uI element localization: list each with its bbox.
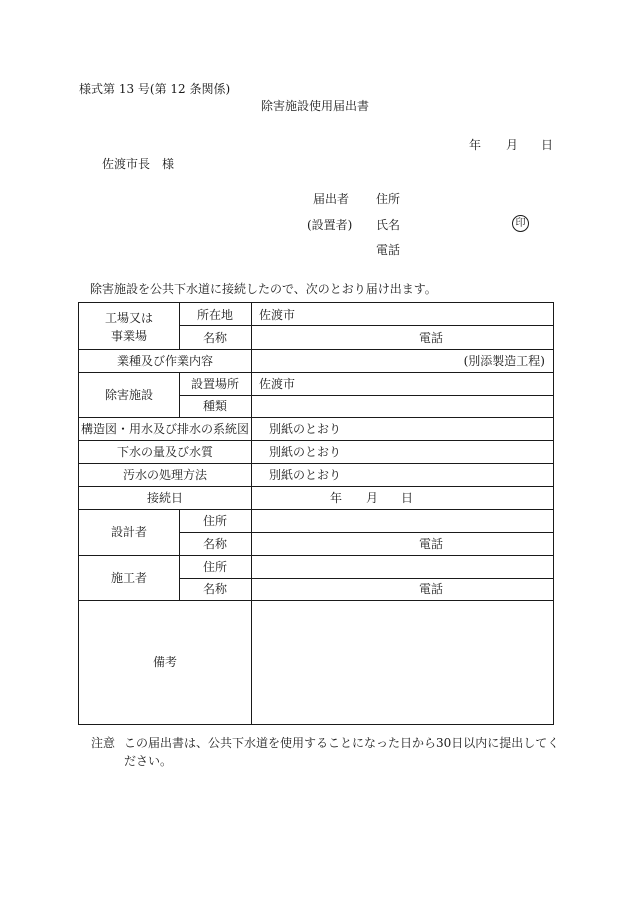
- table-rule: [79, 509, 553, 510]
- designer-address-label: 住所: [202, 514, 228, 528]
- location-value: 佐渡市: [259, 308, 296, 322]
- connect-date-label: 接続日: [146, 491, 184, 505]
- quantity-label: 下水の量及び水質: [116, 445, 214, 459]
- document-title: 除害施設使用届出書: [260, 99, 369, 113]
- addressee: 佐渡市長 様: [102, 157, 175, 171]
- table-rule: [179, 578, 553, 579]
- designer-label: 設計者: [110, 525, 148, 539]
- table-rule: [79, 463, 553, 464]
- date-day-label: 日: [541, 138, 554, 152]
- designer-phone-label: 電話: [419, 537, 444, 551]
- business-value: (別添製造工程): [463, 354, 545, 368]
- table-rule: [179, 532, 553, 533]
- table-rule: [251, 349, 252, 372]
- applicant-role-label: (設置者): [307, 218, 353, 232]
- builder-address-label: 住所: [202, 560, 228, 574]
- location-label: 所在地: [196, 308, 234, 322]
- structure-value: 別紙のとおり: [269, 422, 342, 436]
- table-rule: [251, 417, 252, 509]
- remarks-label: 備考: [152, 655, 178, 669]
- structure-label: 構造図・用水及び排水の系統図: [80, 422, 250, 436]
- factory-name-label: 名称: [202, 331, 228, 345]
- table-rule: [79, 349, 553, 350]
- table-rule: [79, 417, 553, 418]
- table-rule: [179, 303, 180, 349]
- seal-icon: 印: [512, 215, 529, 232]
- facility-label: 除害施設: [104, 388, 154, 402]
- factory-phone-label: 電話: [419, 331, 444, 345]
- table-rule: [251, 372, 252, 417]
- table-rule: [179, 395, 553, 396]
- table-rule: [79, 372, 553, 373]
- note-text-line1: この届出書は、公共下水道を使用することになった日から30日以内に提出してく: [124, 736, 560, 750]
- table-rule: [179, 325, 553, 326]
- connect-year-label: 年: [330, 491, 343, 505]
- table-rule: [179, 372, 180, 417]
- table-rule: [251, 600, 252, 724]
- applicant-phone-label: 電話: [376, 243, 401, 257]
- install-place-value: 佐渡市: [259, 377, 296, 391]
- date-month-label: 月: [506, 138, 519, 152]
- factory-label-line2: 事業場: [110, 329, 148, 343]
- builder-name-label: 名称: [202, 582, 228, 596]
- install-place-label: 設置場所: [190, 377, 240, 391]
- applicant-label: 届出者: [313, 192, 350, 206]
- builder-phone-label: 電話: [419, 582, 444, 596]
- treatment-value: 別紙のとおり: [269, 468, 342, 482]
- intro-text: 除害施設を公共下水道に接続したので、次のとおり届け出ます。: [90, 282, 437, 296]
- table-rule: [79, 555, 553, 556]
- table-rule: [251, 509, 252, 600]
- applicant-address-label: 住所: [376, 192, 401, 206]
- connect-month-label: 月: [366, 491, 379, 505]
- form-number: 様式第 13 号(第 12 条関係): [79, 82, 231, 96]
- business-label: 業種及び作業内容: [116, 354, 214, 368]
- date-year-label: 年: [469, 138, 482, 152]
- note-text-line2: ださい。: [124, 754, 173, 768]
- factory-label-line1: 工場又は: [104, 311, 154, 325]
- table-rule: [79, 440, 553, 441]
- quantity-value: 別紙のとおり: [269, 445, 342, 459]
- treatment-label: 汚水の処理方法: [122, 468, 208, 482]
- table-rule: [79, 486, 553, 487]
- applicant-name-label: 氏名: [376, 218, 401, 232]
- table-rule: [79, 600, 553, 601]
- facility-type-label: 種類: [202, 399, 228, 413]
- table-rule: [251, 303, 252, 349]
- designer-name-label: 名称: [202, 537, 228, 551]
- builder-label: 施工者: [110, 571, 148, 585]
- table-rule: [179, 509, 180, 600]
- note-label: 注意: [91, 736, 116, 750]
- connect-day-label: 日: [401, 491, 414, 505]
- application-form-table: [78, 302, 554, 725]
